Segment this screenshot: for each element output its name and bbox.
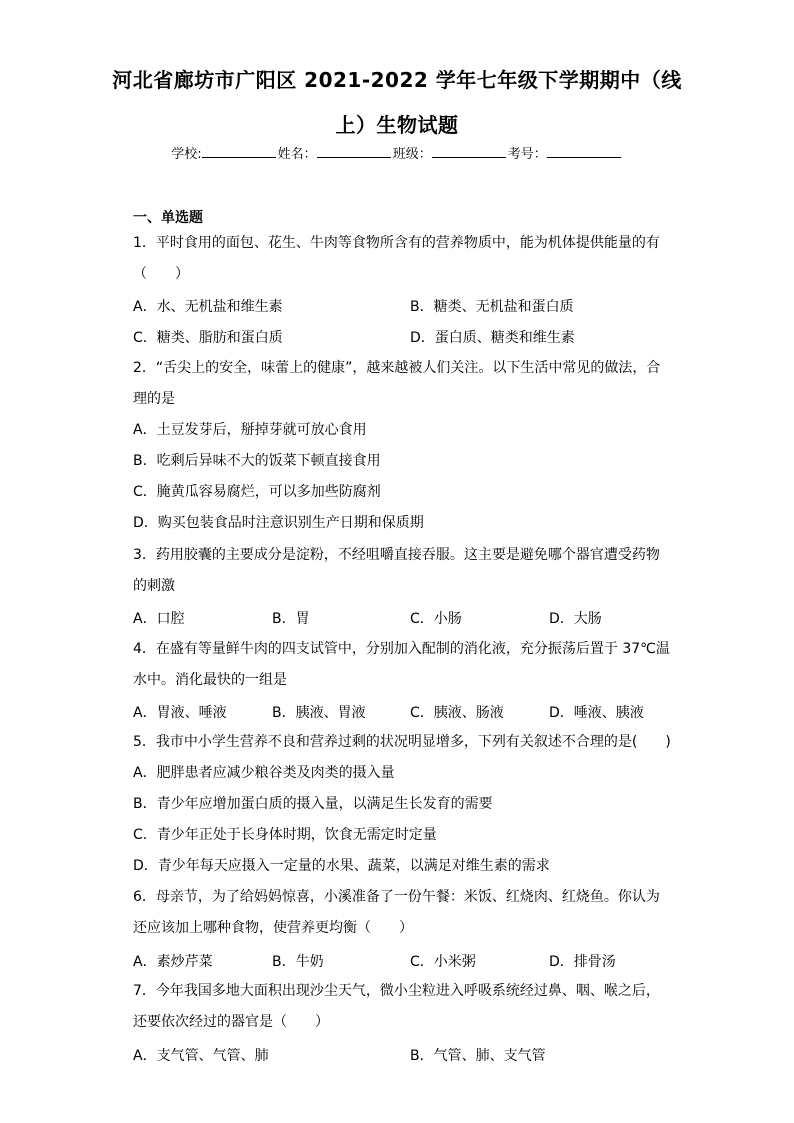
question-5-option-d[interactable]: D．青少年每天应摄入一定量的水果、蔬菜，以满足对维生素的需求 [133,858,550,874]
school-blank[interactable] [202,143,276,158]
question-2-text-2: 理的是 [133,391,175,407]
question-5-option-b[interactable]: B．青少年应增加蛋白质的摄入量，以满足生长发育的需要 [133,796,493,812]
class-blank[interactable] [432,143,506,158]
question-1-option-b[interactable]: B．糖类、无机盐和蛋白质 [410,299,574,315]
question-5-text-1: 5．我市中小学生营养不良和营养过剩的状况明显增多，下列有关叙述不合理的是( ) [133,734,671,750]
question-2-option-a[interactable]: A．土豆发芽后，掰掉芽就可放心食用 [133,422,367,438]
question-2-option-d[interactable]: D．购买包装食品时注意识别生产日期和保质期 [133,515,424,531]
exam-title-line-2: 上）生物试题 [335,113,459,137]
question-6-option-c[interactable]: C．小米粥 [410,954,476,970]
question-7-option-a[interactable]: A．支气管、气管、肺 [133,1048,269,1064]
section-heading: 一、单选题 [133,210,203,226]
exam-title-line-1: 河北省廊坊市广阳区 2021-2022 学年七年级下学期期中（线 [112,68,682,92]
question-6-options-row [133,951,673,969]
question-4-text-2: 水中。消化最快的一组是 [133,672,287,688]
question-6-text-2: 还应该加上哪种食物，使营养更均衡（ ） [133,920,413,936]
question-1-option-d[interactable]: D．蛋白质、糖类和维生素 [410,330,575,346]
question-1-option-a[interactable]: A．水、无机盐和维生素 [133,299,283,315]
question-5-option-a[interactable]: A．肥胖患者应减少粮谷类及肉类的摄入量 [133,765,395,781]
question-4-option-a[interactable]: A．胃液、唾液 [133,705,227,721]
question-3-text-2: 的刺激 [133,578,175,594]
exam-no-label: 考号： [507,147,547,162]
question-3-options-row [133,608,673,626]
school-label: 学校: [171,147,202,162]
question-4-options-row [133,702,673,720]
question-2-option-c[interactable]: C．腌黄瓜容易腐烂，可以多加些防腐剂 [133,484,381,500]
question-3-option-b[interactable]: B．胃 [272,611,310,627]
question-3-option-d[interactable]: D．大肠 [549,611,602,627]
question-6-option-b[interactable]: B．牛奶 [272,954,324,970]
question-7-text-1: 7．今年我国多地大面积出现沙尘天气，微小尘粒进入呼吸系统经过鼻、咽、喉之后， [133,983,660,999]
question-1-text-2: （ ） [133,266,189,282]
question-6-option-a[interactable]: A．素炒芹菜 [133,954,213,970]
question-1-options-row-1 [133,296,673,314]
question-2-option-b[interactable]: B．吃剩后异味不大的饭菜下顿直接食用 [133,453,381,469]
question-6-text-1: 6．母亲节，为了给妈妈惊喜，小溪准备了一份午餐：米饭、红烧肉、红烧鱼。你认为 [133,889,660,905]
question-1-text-1: 1．平时食用的面包、花生、牛肉等食物所含有的营养物质中，能为机体提供能量的有 [133,235,660,251]
question-7-option-b[interactable]: B．气管、肺、支气管 [410,1048,546,1064]
question-3-text-1: 3．药用胶囊的主要成分是淀粉，不经咀嚼直接吞服。这主要是避免哪个器官遭受药物 [133,547,660,563]
name-label: 姓名： [277,147,317,162]
question-7-text-2: 还要依次经过的器官是（ ） [133,1014,329,1030]
question-6-option-d[interactable]: D．排骨汤 [549,954,616,970]
question-7-options-row [133,1045,673,1063]
question-4-option-c[interactable]: C．胰液、肠液 [410,705,504,721]
question-1-option-c[interactable]: C．糖类、脂肪和蛋白质 [133,330,283,346]
exam-no-blank[interactable] [547,143,621,158]
class-label: 班级： [392,147,432,162]
question-1-options-row-2 [133,327,673,345]
question-3-option-c[interactable]: C．小肠 [410,611,462,627]
question-4-option-d[interactable]: D．唾液、胰液 [549,705,644,721]
question-5-option-c[interactable]: C．青少年正处于长身体时期，饮食无需定时定量 [133,827,437,843]
question-3-option-a[interactable]: A．口腔 [133,611,185,627]
question-4-text-1: 4．在盛有等量鲜牛肉的四支试管中，分别加入配制的消化液，充分振荡后置于 37℃温 [133,641,670,657]
name-blank[interactable] [317,143,391,158]
question-2-text-1: 2．“舌尖上的安全，味蕾上的健康”，越来越被人们关注。以下生活中常见的做法，合 [133,360,661,376]
question-4-option-b[interactable]: B．胰液、胃液 [272,705,366,721]
student-info-bar [0,143,794,162]
